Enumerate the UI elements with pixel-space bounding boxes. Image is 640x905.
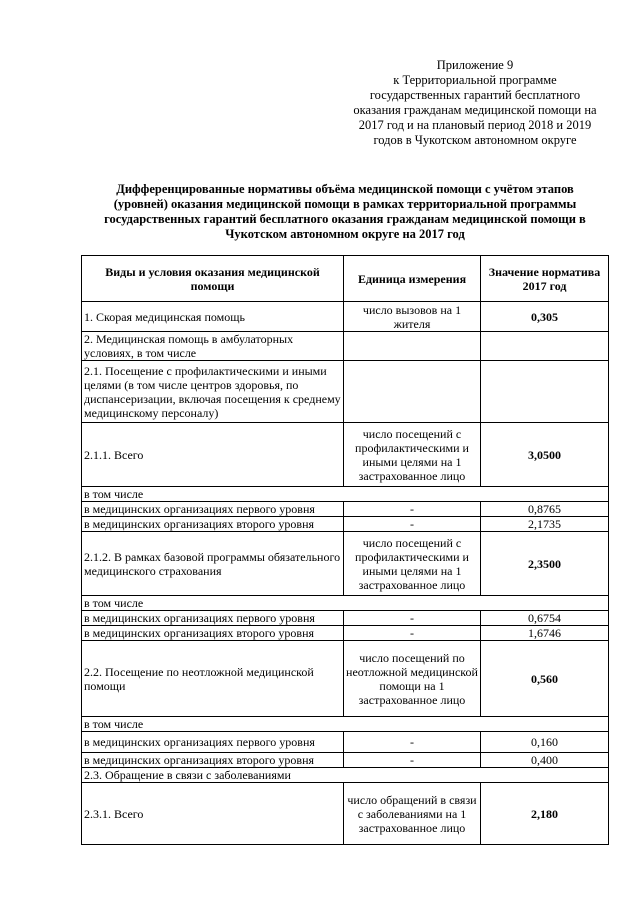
header-kind: Виды и условия оказания медицинской помощи: [82, 256, 344, 302]
cell-unit: число обращений в связи с заболеваниями на 1 застрахованное лицо: [344, 783, 481, 845]
appendix-line: годов в Чукотском автономном округе: [373, 133, 577, 147]
table-row: [82, 717, 609, 732]
table-row: [82, 641, 609, 717]
cell-value: 2,3500: [481, 532, 609, 596]
appendix-block: [330, 58, 620, 148]
cell-value: 0,400: [481, 753, 609, 768]
cell-value: [481, 332, 609, 361]
title-line: государственных гарантий бесплатного оказания гражданам медицинской помощи в: [104, 212, 586, 226]
table-row: [82, 611, 609, 626]
cell-value: 2,1735: [481, 517, 609, 532]
cell-unit: число посещений с профилактическими и иными целями на 1 застрахованное лицо: [344, 423, 481, 487]
header-unit: Единица измерения: [344, 256, 481, 302]
cell-value: 0,305: [481, 302, 609, 332]
document-title: [80, 182, 610, 242]
row-subheading: в том числе: [82, 596, 609, 611]
cell-kind: 2.3.1. Всего: [82, 783, 344, 845]
norms-table: [81, 255, 609, 845]
cell-value: 0,8765: [481, 502, 609, 517]
table-row: [82, 487, 609, 502]
appendix-line: к Территориальной программе: [393, 73, 557, 87]
header-value: Значение норматива 2017 год: [481, 256, 609, 302]
table-row: [82, 361, 609, 423]
table-row: [82, 502, 609, 517]
cell-kind: в медицинских организациях первого уровня: [82, 732, 344, 753]
table-row: [82, 517, 609, 532]
cell-unit: число посещений с профилактическими и иными целями на 1 застрахованное лицо: [344, 532, 481, 596]
cell-unit: -: [344, 626, 481, 641]
table-row: [82, 532, 609, 596]
cell-kind: 1. Скорая медицинская помощь: [82, 302, 344, 332]
cell-unit: -: [344, 611, 481, 626]
row-subheading: в том числе: [82, 487, 609, 502]
cell-kind: в медицинских организациях первого уровня: [82, 502, 344, 517]
cell-unit: число вызовов на 1 жителя: [344, 302, 481, 332]
cell-unit: [344, 361, 481, 423]
title-line: (уровней) оказания медицинской помощи в рамках территориальной программы: [113, 197, 577, 211]
cell-kind: 2. Медицинская помощь в амбулаторных условиях, в том числе: [82, 332, 344, 361]
table-header-row: [82, 256, 609, 302]
table-row: [82, 753, 609, 768]
row-subheading: 2.3. Обращение в связи с заболеваниями: [82, 768, 609, 783]
table-row: [82, 423, 609, 487]
cell-unit: -: [344, 517, 481, 532]
cell-value: [481, 361, 609, 423]
cell-kind: в медицинских организациях второго уровня: [82, 753, 344, 768]
table-row: [82, 332, 609, 361]
cell-value: 0,160: [481, 732, 609, 753]
appendix-line: оказания гражданам медицинской помощи на: [353, 103, 597, 117]
cell-kind: в медицинских организациях первого уровня: [82, 611, 344, 626]
cell-kind: 2.2. Посещение по неотложной медицинской помощи: [82, 641, 344, 717]
cell-kind: в медицинских организациях второго уровня: [82, 626, 344, 641]
table-body: [82, 302, 609, 845]
cell-value: 2,180: [481, 783, 609, 845]
row-subheading: в том числе: [82, 717, 609, 732]
cell-value: 0,560: [481, 641, 609, 717]
cell-unit: число посещений по неотложной медицинской помощи на 1 застрахованное лицо: [344, 641, 481, 717]
cell-kind: 2.1.2. В рамках базовой программы обязательного медицинского страхования: [82, 532, 344, 596]
appendix-line: государственных гарантий бесплатного: [369, 88, 581, 102]
appendix-line: 2017 год и на плановый период 2018 и 2019: [358, 118, 592, 132]
cell-kind: 2.1. Посещение с профилактическими и иными целями (в том числе центров здоровья, по диспансеризации, включая посещения к среднему медицинскому персоналу): [82, 361, 344, 423]
cell-unit: -: [344, 753, 481, 768]
table-row: [82, 768, 609, 783]
cell-kind: 2.1.1. Всего: [82, 423, 344, 487]
cell-unit: -: [344, 732, 481, 753]
title-line: Чукотском автономном округе на 2017 год: [225, 227, 465, 241]
table-row: [82, 302, 609, 332]
cell-unit: [344, 332, 481, 361]
table-row: [82, 596, 609, 611]
table-row: [82, 626, 609, 641]
table-row: [82, 783, 609, 845]
cell-unit: -: [344, 502, 481, 517]
cell-value: 1,6746: [481, 626, 609, 641]
table-row: [82, 732, 609, 753]
cell-kind: в медицинских организациях второго уровня: [82, 517, 344, 532]
cell-value: 3,0500: [481, 423, 609, 487]
appendix-line: Приложение 9: [436, 58, 514, 72]
title-line: Дифференцированные нормативы объёма медицинской помощи с учётом этапов: [116, 182, 574, 196]
cell-value: 0,6754: [481, 611, 609, 626]
